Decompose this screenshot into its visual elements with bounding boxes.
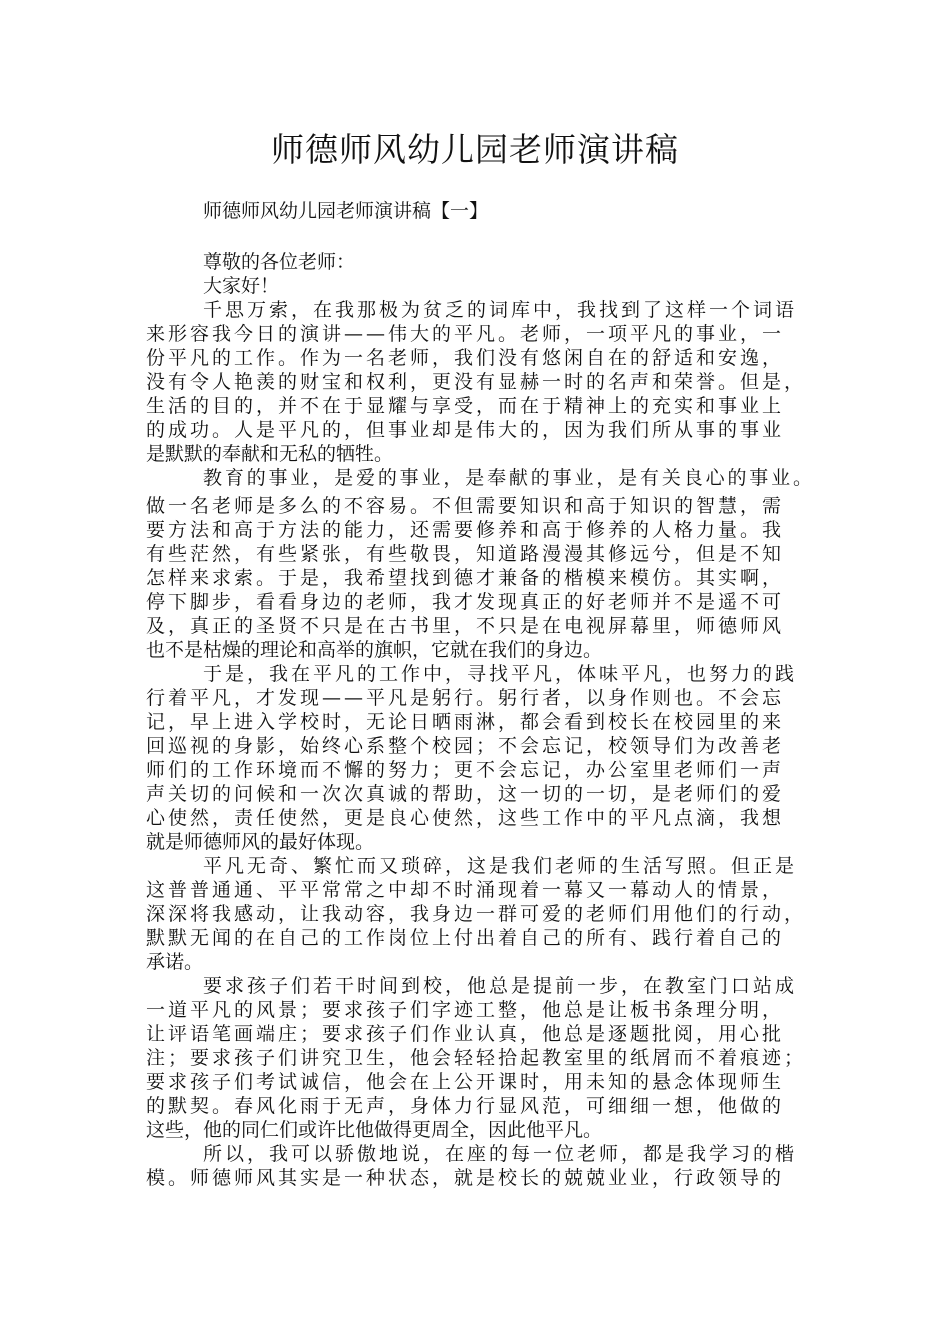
paragraph-line: 这些，他的同仁们或许比他做得更周全，因此他平凡。 [146, 1119, 603, 1141]
paragraph-line: 的默契。春风化雨于无声，身体力行显风范，可细细一想，他做的 [146, 1095, 785, 1117]
paragraph-line: 的成功。人是平凡的，但事业却是伟大的，因为我们所从事的事业 [146, 419, 785, 441]
paragraph-line: 声关切的问候和一次次真诚的帮助，这一切的一切，是老师们的爱 [146, 783, 785, 805]
paragraph-line: 一道平凡的风景；要求孩子们字迹工整，他总是让板书条理分明， [146, 999, 785, 1021]
paragraph-line: 及，真正的圣贤不只是在古书里，不只是在电视屏幕里，师德师风 [146, 615, 785, 637]
paragraph-line: 于是，我在平凡的工作中，寻找平凡，体味平凡，也努力的践 [203, 663, 798, 685]
paragraph-line: 没有令人艳羡的财宝和权利，更没有显赫一时的名声和荣誉。但是， [146, 371, 807, 393]
paragraph-line: 回巡视的身影，始终心系整个校园；不会忘记，校领导们为改善老 [146, 735, 785, 757]
document-title: 师德师风幼儿园老师演讲稿 [271, 130, 679, 169]
paragraph-line: 这普普通通、平平常常之中却不时涌现着一幕又一幕动人的情景， [146, 879, 785, 901]
paragraph-line: 要求孩子们考试诚信，他会在上公开课时，用未知的悬念体现师生 [146, 1071, 785, 1093]
paragraph-line: 默默无闻的在自己的工作岗位上付出着自己的所有、践行着自己的 [146, 927, 785, 949]
paragraph-line: 让评语笔画端庄；要求孩子们作业认真，他总是逐题批阅，用心批 [146, 1023, 785, 1045]
paragraph-line: 注；要求孩子们讲究卫生，他会轻轻拾起教室里的纸屑而不着痕迹； [146, 1047, 807, 1069]
paragraph-line: 师们的工作环境而不懈的努力；更不会忘记，办公室里老师们一声 [146, 759, 785, 781]
paragraph-line: 有些茫然，有些紧张，有些敬畏，知道路漫漫其修远兮，但是不知 [146, 543, 785, 565]
paragraph-line: 心使然，责任使然，更是良心使然，这些工作中的平凡点滴，我想 [146, 807, 785, 829]
paragraph-line: 模。师德师风其实是一种状态，就是校长的兢兢业业，行政领导的 [146, 1167, 785, 1189]
paragraph-line: 深深将我感动，让我动容，我身边一群可爱的老师们用他们的行动， [146, 903, 807, 925]
paragraph-line: 大家好！ [203, 275, 280, 297]
paragraph-line: 要求孩子们若干时间到校，他总是提前一步，在教室门口站成 [203, 975, 798, 997]
paragraph-line: 怎样来求索。于是，我希望找到德才兼备的楷模来模仿。其实啊， [146, 567, 785, 589]
paragraph-line: 尊敬的各位老师： [203, 251, 356, 273]
paragraph-line: 教育的事业，是爱的事业，是奉献的事业，是有关良心的事业。 [203, 467, 815, 489]
paragraph-line: 也不是枯燥的理论和高举的旗帜，它就在我们的身边。 [146, 639, 603, 661]
paragraph-line: 就是师德师风的最好体现。 [146, 831, 375, 853]
paragraph-line: 做一名老师是多么的不容易。不但需要知识和高于知识的智慧，需 [146, 495, 785, 517]
paragraph-line: 要方法和高于方法的能力，还需要修养和高于修养的人格力量。我 [146, 519, 785, 541]
paragraph-line: 记，早上进入学校时，无论日晒雨淋，都会看到校长在校园里的来 [146, 711, 785, 733]
paragraph-line: 停下脚步，看看身边的老师，我才发现真正的好老师并不是遥不可 [146, 591, 785, 613]
document-subtitle: 师德师风幼儿园老师演讲稿【一】 [203, 200, 489, 222]
paragraph-line: 行着平凡，才发现——平凡是躬行。躬行者，以身作则也。不会忘 [146, 687, 785, 709]
paragraph-line: 来形容我今日的演讲——伟大的平凡。老师，一项平凡的事业，一 [146, 323, 785, 345]
paragraph-line: 份平凡的工作。作为一名老师，我们没有悠闲自在的舒适和安逸， [146, 347, 785, 369]
paragraph-line: 所以，我可以骄傲地说，在座的每一位老师，都是我学习的楷 [203, 1143, 798, 1165]
paragraph-line: 承诺。 [146, 951, 204, 973]
paragraph-line: 平凡无奇、繁忙而又琐碎，这是我们老师的生活写照。但正是 [203, 855, 798, 877]
paragraph-line: 是默默的奉献和无私的牺牲。 [146, 443, 394, 465]
paragraph-line: 生活的目的，并不在于显耀与享受，而在于精神上的充实和事业上 [146, 395, 785, 417]
paragraph-line: 千思万索，在我那极为贫乏的词库中，我找到了这样一个词语 [203, 299, 798, 321]
